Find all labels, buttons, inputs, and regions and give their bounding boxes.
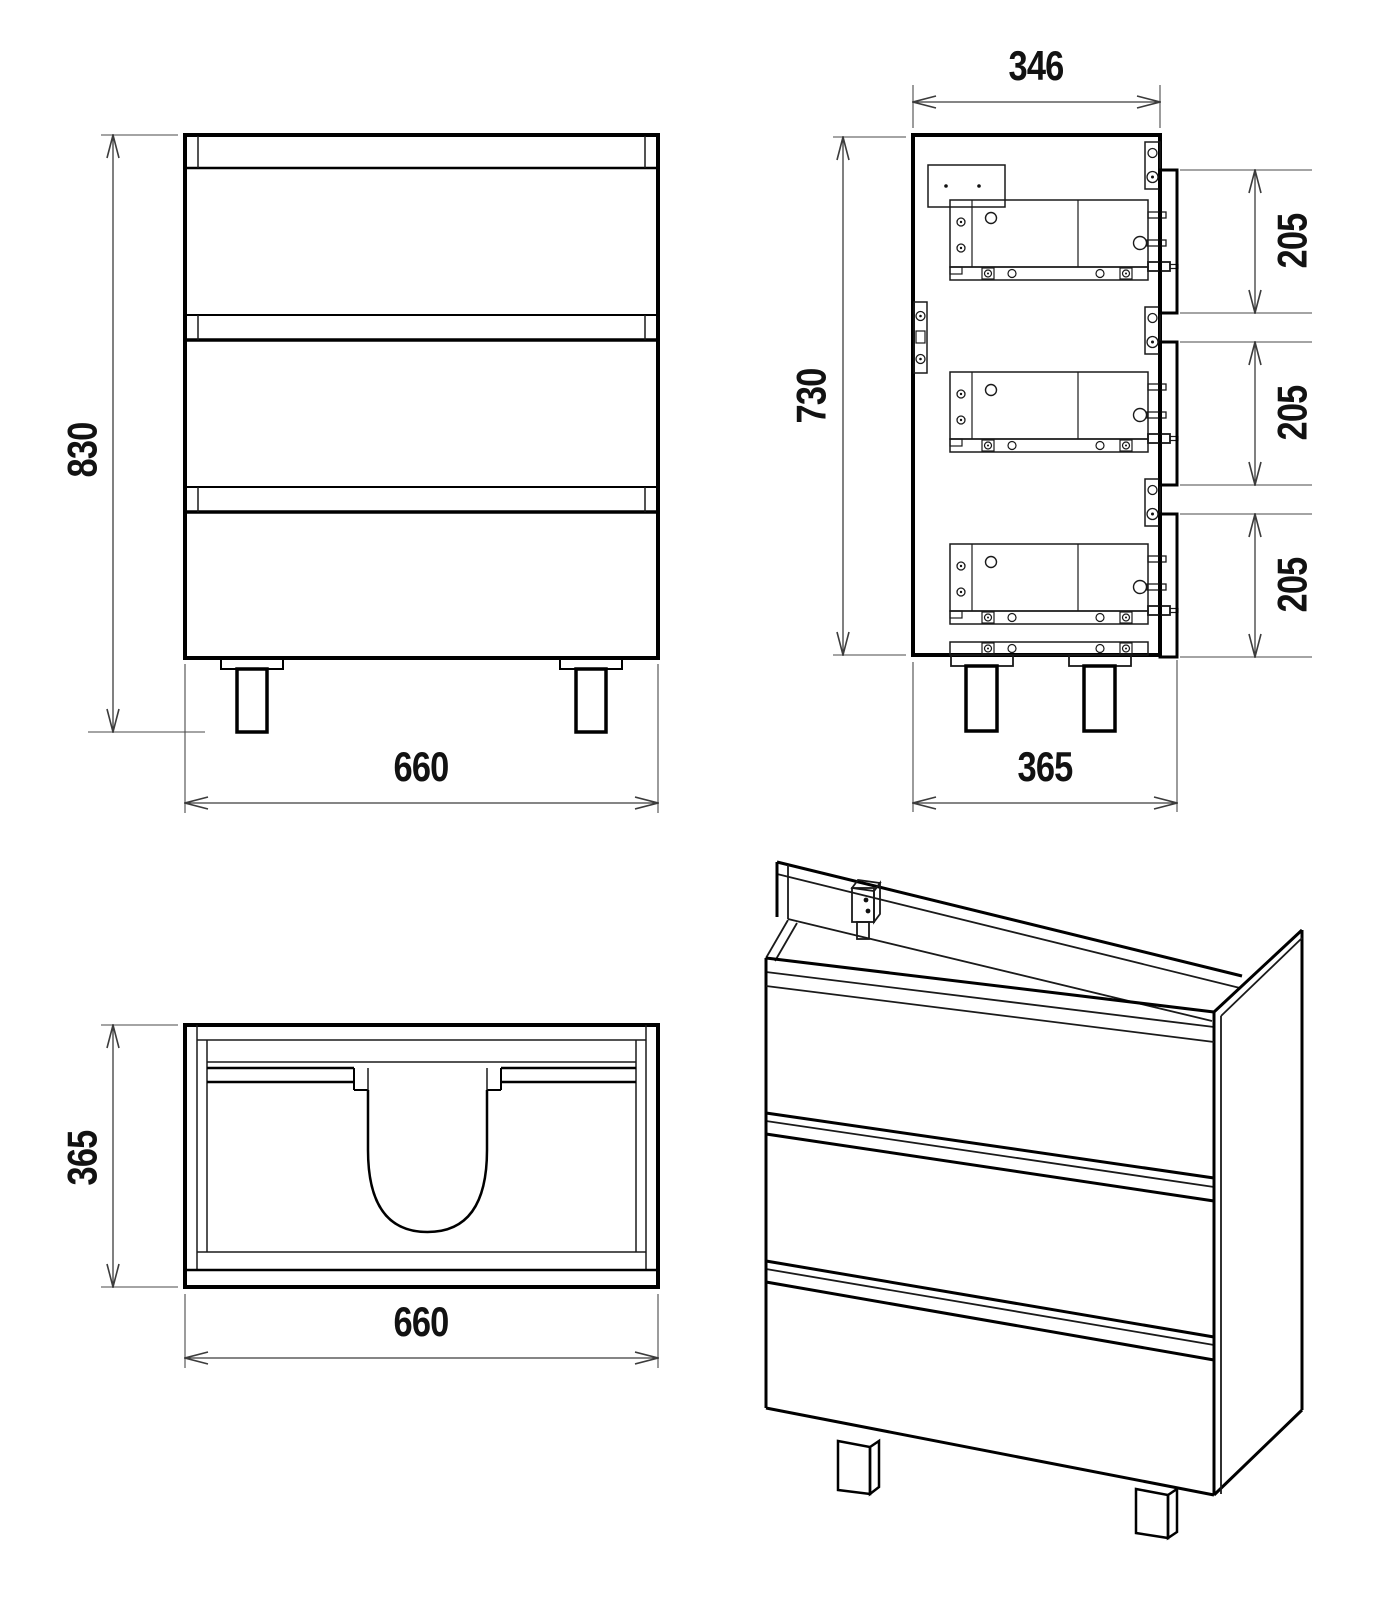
sink-drain-cutout (368, 1090, 487, 1232)
side-leg-left (951, 655, 1013, 731)
side-view (788, 43, 1316, 812)
top-cabinet-outline (185, 1025, 658, 1287)
side-drawer-box-3 (950, 544, 1178, 624)
cam-plate-2 (1145, 307, 1160, 354)
isometric-view (766, 862, 1302, 1538)
top-dimension-width (185, 1294, 658, 1368)
side-drawer-front-2 (1160, 342, 1177, 485)
dim-drawer-1-label: 205 (1269, 213, 1317, 269)
top-front-apron (207, 1068, 636, 1232)
dim-front-width-label: 660 (393, 743, 449, 791)
side-drawer-front-1 (1160, 170, 1177, 313)
iso-drawer-gap-2 (766, 1261, 1214, 1360)
front-cabinet-outline (185, 135, 658, 658)
side-dimension-depth-bottom (913, 660, 1177, 812)
side-dimension-drawer-3 (1180, 514, 1317, 657)
side-leg-right (1069, 655, 1131, 731)
top-cabinet-body (185, 1025, 658, 1287)
iso-leg-right (1136, 1489, 1177, 1538)
iso-front-face (766, 958, 1214, 1495)
side-drawer-front-3 (1160, 514, 1177, 657)
side-drawer-box-1 (950, 200, 1178, 280)
dim-drawer-2-label: 205 (1269, 385, 1317, 441)
dim-top-width-label: 660 (393, 1298, 449, 1346)
cam-plate-1 (1145, 142, 1160, 189)
side-cabinet-body (913, 135, 1178, 731)
side-dimension-height (788, 137, 906, 655)
iso-drawer-gap-1 (766, 1113, 1214, 1201)
dim-drawer-3-label: 205 (1269, 557, 1317, 613)
iso-back-panel (777, 862, 1242, 1021)
front-leg-left (221, 658, 283, 732)
dim-side-depth-bottom-label: 365 (1017, 743, 1073, 791)
top-dimension-depth (59, 1025, 178, 1287)
side-dimension-depth-top (913, 43, 1160, 128)
dim-top-depth-label: 365 (59, 1130, 107, 1186)
iso-carcass-top (766, 920, 1214, 1027)
cam-plate-3 (1145, 479, 1160, 526)
front-cabinet-body (185, 135, 658, 732)
front-view (59, 135, 658, 813)
iso-side-panel (1214, 930, 1302, 1495)
side-dimension-drawer-2 (1180, 342, 1317, 485)
front-dimension-width (185, 664, 658, 813)
dim-side-height-label: 730 (788, 368, 836, 424)
dim-side-depth-top-label: 346 (1008, 42, 1064, 90)
top-view (59, 1025, 658, 1368)
iso-top-rail-line (766, 986, 1214, 1042)
side-drawer-box-2 (950, 372, 1178, 452)
front-leg-right (560, 658, 622, 732)
front-drawer-gap-2 (185, 487, 658, 512)
front-drawer-gap-1 (185, 315, 658, 340)
dim-front-height-label: 830 (59, 422, 107, 478)
side-left-bracket (914, 302, 927, 373)
iso-wall-bracket (852, 880, 880, 939)
iso-leg-left (838, 1441, 879, 1494)
side-dimension-drawer-1 (1180, 170, 1317, 313)
